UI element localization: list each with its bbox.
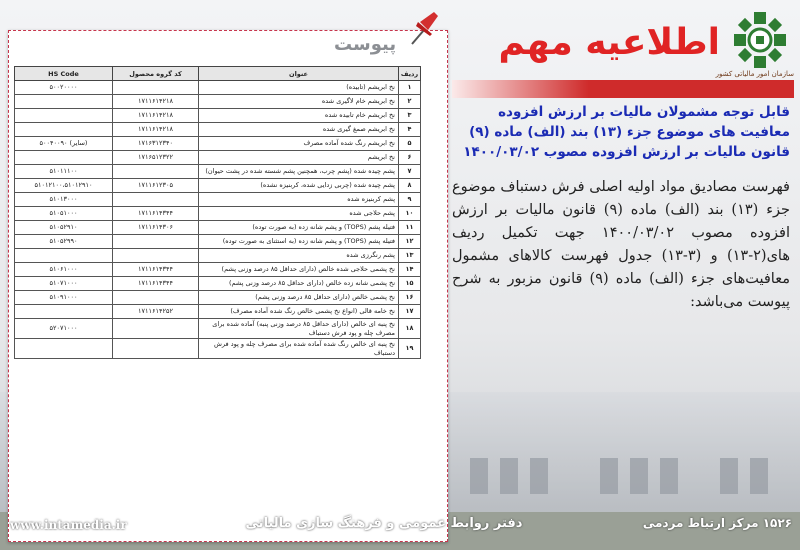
table-row — [15, 305, 421, 319]
table-cell-group — [113, 291, 199, 305]
table-cell-hs — [15, 339, 113, 359]
table-cell-hs — [15, 305, 113, 319]
table-cell-hs — [15, 95, 113, 109]
table-cell-hs — [15, 151, 113, 165]
attachment-title: پیوست — [334, 34, 397, 55]
table-row — [15, 249, 421, 263]
table-cell-group — [113, 81, 199, 95]
table-row — [15, 221, 421, 235]
table-cell-n: ۵ — [399, 137, 421, 151]
table-cell-hs: ۵۱۰۵۲۹۹۰ — [15, 235, 113, 249]
table-row — [15, 95, 421, 109]
table-cell-hs: ۵۱۰۱۱۱۰۰ — [15, 165, 113, 179]
table-cell-group: ۱۷۱۱۶۱۴۲۱۸ — [113, 95, 199, 109]
table-cell-title: نخ خامه قالی (انواع نخ پشمی خالص رنگ شده آماده مصرف) — [199, 305, 399, 319]
table-cell-n: ۶ — [399, 151, 421, 165]
table-header-row — [15, 67, 421, 81]
body-text: فهرست مصادیق مواد اولیه اصلی فرش دستباف موضوع جزء (۱۳) بند (الف) ماده (۹) قانون مالیات بر ارزش افزوده مصوب ۱۴۰۰/۰۳/۰۲ جهت تکمیل ردیف های(۲-۱۳) و (۳-۱۳) جدول فهرست کالاهای مشمول معافیت‌های جزء (الف) ماده (۹) قانون مزبور به شرح پیوست می‌باشد: — [452, 179, 790, 310]
table-cell-group: ۱۷۱۱۶۱۲۳۰۵ — [113, 179, 199, 193]
table-row — [15, 291, 421, 305]
table-cell-group: ۱۷۱۶۳۱۲۳۴۰ — [113, 137, 199, 151]
table-cell-hs: ۵۱۰۱۳۰۰۰ — [15, 193, 113, 207]
table-cell-title: فتیله پشم (TOPS) و پشم شانه زده (به استثنای به صورت توده) — [199, 235, 399, 249]
headline: اطلاعیه مهم — [498, 22, 720, 63]
table-cell-group: ۱۷۱۶۵۱۲۳۲۲ — [113, 151, 199, 165]
table-cell-group: ۱۷۱۱۶۱۴۳۴۴ — [113, 263, 199, 277]
subtitle — [452, 102, 790, 162]
table-cell-title: نخ ابریشم (تابیده) — [199, 81, 399, 95]
table-cell-group — [113, 235, 199, 249]
table-row — [15, 165, 421, 179]
table-cell-group — [113, 249, 199, 263]
table-cell-hs: ۵۰۰۲۰۰۰۰ — [15, 81, 113, 95]
table-cell-group: ۱۷۱۱۶۱۴۳۰۶ — [113, 221, 199, 235]
table-cell-hs: ۵۲۰۷۱۰۰۰ — [15, 319, 113, 339]
column-header: HS Code — [15, 67, 113, 81]
table-cell-n: ۱۹ — [399, 339, 421, 359]
table-cell-title: نخ ابریشم خام تابیده شده — [199, 109, 399, 123]
table-cell-title: نخ ابریشم — [199, 151, 399, 165]
table-cell-title: نخ پنبه ای خالص رنگ شده آماده شده برای مصرف چله و پود فرش دستباف — [199, 339, 399, 359]
table-cell-n: ۱۲ — [399, 235, 421, 249]
table-row — [15, 277, 421, 291]
table-cell-title: نخ پشمی شانه زده خالص (دارای حداقل ۸۵ درصد وزنی پشم) — [199, 277, 399, 291]
table-row — [15, 263, 421, 277]
table-cell-title: نخ پشمی خالص (دارای حداقل ۸۵ درصد وزنی پشم) — [199, 291, 399, 305]
subtitle-line: قابل توجه مشمولان مالیات بر ارزش افزوده — [498, 104, 790, 120]
headline-underline-bar — [452, 80, 794, 98]
subtitle-line: قانون مالیات بر ارزش افزوده مصوب ۱۴۰۰/۰۳/۰۲ — [463, 144, 790, 160]
footer-contact-center: ۱۵۲۶ مرکز ارتباط مردمی — [642, 516, 792, 530]
table-cell-title: پشم حلاجی شده — [199, 207, 399, 221]
push-pin-icon — [406, 8, 442, 48]
subtitle-line: معافیت های موضوع جزء (۱۳) بند (الف) ماده (۹) — [469, 124, 790, 140]
table-row — [15, 137, 421, 151]
table-cell-n: ۱۸ — [399, 319, 421, 339]
column-header: عنوان — [199, 67, 399, 81]
table-cell-hs — [15, 123, 113, 137]
table-cell-title: نخ پشمی حلاجی شده خالص (دارای حداقل ۸۵ درصد وزنی پشم) — [199, 263, 399, 277]
table-cell-group — [113, 193, 199, 207]
table-cell-hs — [15, 249, 113, 263]
table-cell-group: ۱۷۱۱۶۱۴۳۴۴ — [113, 207, 199, 221]
table-cell-hs: ۵۱۰۹۱۰۰۰ — [15, 291, 113, 305]
table-cell-hs: ۵۱۰۷۱۰۰۰ — [15, 277, 113, 291]
table-cell-n: ۱۰ — [399, 207, 421, 221]
table-cell-title: نخ ابریشم خام لاگیری شده — [199, 95, 399, 109]
table-cell-title: نخ ابریشم رنگ شده آماده مصرف — [199, 137, 399, 151]
table-cell-group: ۱۷۱۱۶۱۴۲۱۸ — [113, 123, 199, 137]
table-row — [15, 193, 421, 207]
table-cell-title: پشم چیده شده (پشم چرب، همچنین پشم شسته شده در پشت حیوان) — [199, 165, 399, 179]
table-cell-title: نخ ابریشم صمغ گیری شده — [199, 123, 399, 137]
table-cell-n: ۱۳ — [399, 249, 421, 263]
table-cell-title: نخ پنبه ای خالص (دارای حداقل ۸۵ درصد وزنی پنبه) آماده شده برای مصرف چله و پود فرش دستباف — [199, 319, 399, 339]
table-cell-group — [113, 319, 199, 339]
table-cell-hs: ۵۱۰۶۱۰۰۰ — [15, 263, 113, 277]
table-cell-group — [113, 339, 199, 359]
table-cell-n: ۱۷ — [399, 305, 421, 319]
table-cell-title: پشم چیده شده (چربی زدایی شده، کربنیزه نشده) — [199, 179, 399, 193]
table-cell-hs: (سایر) ۵۰۰۴۰۰۹۰ — [15, 137, 113, 151]
footer-website-link[interactable]: www.intamedia.ir — [10, 518, 127, 532]
table-cell-n: ۱۶ — [399, 291, 421, 305]
table-cell-n: ۳ — [399, 109, 421, 123]
table-cell-n: ۸ — [399, 179, 421, 193]
tax-authority-emblem-icon — [732, 10, 788, 72]
table-row — [15, 109, 421, 123]
table-cell-n: ۲ — [399, 95, 421, 109]
table-cell-group: ۱۷۱۱۶۱۴۲۱۸ — [113, 109, 199, 123]
table-cell-n: ۱۵ — [399, 277, 421, 291]
table-row — [15, 207, 421, 221]
table-cell-n: ۱۴ — [399, 263, 421, 277]
table-cell-n: ۴ — [399, 123, 421, 137]
table-row — [15, 123, 421, 137]
column-header: کد گروه محصول — [113, 67, 199, 81]
table-row — [15, 179, 421, 193]
table-cell-group: ۱۷۱۱۶۱۴۳۴۴ — [113, 277, 199, 291]
table-row — [15, 235, 421, 249]
table-cell-n: ۱ — [399, 81, 421, 95]
logo-caption: سازمان امور مالیاتی کشور — [715, 70, 794, 78]
table-cell-group: ۱۷۱۱۶۱۴۲۵۲ — [113, 305, 199, 319]
footer-office: دفتر روابط عمومی و فرهنگ سازی مالیاتی — [245, 516, 523, 531]
table-cell-n: ۱۱ — [399, 221, 421, 235]
table-cell-title: فتیله پشم (TOPS) و پشم شانه زده (به صورت توده) — [199, 221, 399, 235]
table-cell-hs: ۵۱۰۱۲۱۰۰،۵۱۰۱۲۹۱۰ — [15, 179, 113, 193]
table-cell-hs: ۵۱۰۵۱۰۰۰ — [15, 207, 113, 221]
table-cell-n: ۷ — [399, 165, 421, 179]
table-row — [15, 151, 421, 165]
table-row — [15, 339, 421, 359]
table-cell-n: ۹ — [399, 193, 421, 207]
table-row — [15, 81, 421, 95]
table-cell-title: پشم کربنیزه شده — [199, 193, 399, 207]
table-cell-title: پشم رنگرزی شده — [199, 249, 399, 263]
table-cell-group — [113, 165, 199, 179]
column-header: ردیف — [399, 67, 421, 81]
table-row — [15, 319, 421, 339]
table-cell-hs — [15, 109, 113, 123]
table-cell-hs: ۵۱۰۵۲۹۱۰ — [15, 221, 113, 235]
attachment-table — [14, 66, 421, 359]
